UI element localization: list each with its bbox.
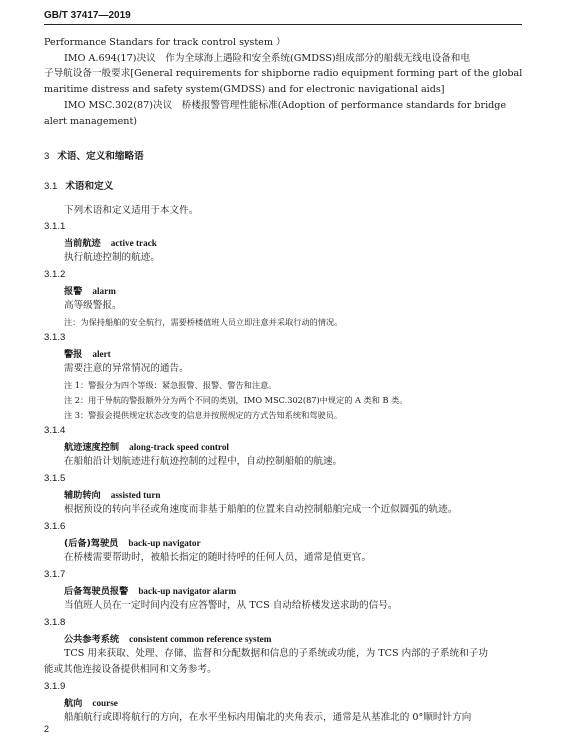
term-definition: 高等级警报。: [64, 300, 122, 311]
term-number: 3.1.9: [44, 681, 66, 692]
term-heading: [64, 696, 522, 711]
term-heading: [64, 536, 522, 551]
term-zh: 航向: [64, 698, 83, 709]
ref-line: Performance Standars for track control system ）: [44, 37, 286, 48]
term-en: back-up navigator: [128, 538, 201, 548]
section-title: 术语和定义: [65, 181, 114, 192]
intro-text: 下列术语和定义适用于本文件。: [64, 205, 199, 216]
term-number: 3.1.4: [44, 425, 66, 436]
term-definition: 在桥楼需要帮助时，被船长指定的随时待呼的任何人员，通常是值更官。: [64, 552, 371, 563]
term-en: assisted turn: [110, 490, 161, 500]
term-heading: [64, 236, 522, 251]
term-definition: 需要注意的异常情况的通告。: [64, 363, 189, 374]
term-en: back-up navigator alarm: [138, 586, 237, 596]
term-number: 3.1.5: [44, 473, 66, 484]
term-heading: [64, 284, 522, 299]
term-definition: TCS 用来获取、处理、存储、监督和分配数据和信息的子系统或功能，为 TCS 内部的子系统和子功: [64, 648, 488, 659]
section-3-heading: [44, 150, 522, 164]
term-number: 3.1.6: [44, 521, 66, 532]
term-en: course: [92, 698, 118, 708]
ref-line: 子导航设备一般要求[General requirements for shipborne radio equipment forming part of the global: [44, 68, 523, 79]
term-definition: 当值班人员在一定时间内没有应答警时，从 TCS 自动给桥楼发送求助的信号。: [64, 600, 398, 611]
term-number: 3.1.7: [44, 569, 66, 580]
term-number: 3.1.8: [44, 617, 66, 628]
term-number: 3.1.3: [44, 332, 66, 343]
term-en: alarm: [92, 286, 116, 296]
header-rule: [44, 24, 522, 25]
ref-line: IMO A.694(17)决议 作为全球海上遇险和安全系统(GMDSS)组成部分的船载无线电设备和电: [64, 53, 470, 64]
term-en: alert: [92, 349, 111, 359]
term-note: 注 2：用于导航的警报额外分为两个不同的类别，IMO MSC.302(87)中规定的 A 类和 B 类。: [64, 395, 408, 405]
standard-code: GB/T 37417—2019: [44, 10, 131, 21]
term-number: 3.1.1: [44, 221, 66, 232]
term-heading: [64, 488, 522, 503]
term-en: consistent common reference system: [129, 634, 272, 644]
ref-line: alert management): [44, 116, 138, 127]
term-definition: 执行航迹控制的航迹。: [64, 252, 160, 263]
term-definition-cont: 能或其他连接设备提供相同和文务参考。: [44, 664, 217, 675]
term-heading: [64, 632, 522, 647]
section-number: 3.1: [44, 181, 58, 192]
section-3-1-heading: [44, 180, 522, 194]
term-definition: 在船舶沿计划航迹进行航迹控制的过程中，自动控制船舶的航速。: [64, 456, 343, 467]
term-zh: 航迹速度控制: [64, 442, 120, 453]
term-heading: [64, 440, 522, 455]
term-heading: [64, 347, 522, 362]
term-definition: 船舶航行或即将航行的方向，在水平坐标内用偏北的夹角表示，通常是从基准北的 0°顺时针方向: [64, 712, 472, 723]
term-note: 注 1：警报分为四个等级：紧急报警、报警、警告和注意。: [64, 380, 277, 390]
term-zh: 警报: [64, 349, 83, 360]
ref-line: maritime distress and safety system(GMDSS) and for electronic navigational aids]: [44, 84, 445, 95]
term-en: active track: [110, 238, 157, 248]
term-zh: 后备驾驶员报警: [64, 586, 129, 597]
term-note: 注：为保持船舶的安全航行，需要桥楼值班人员立即注意并采取行动的情况。: [64, 317, 343, 327]
term-zh: 公共参考系统: [64, 634, 120, 645]
ref-line: IMO MSC.302(87)决议 桥楼报警管理性能标准(Adoption of performance standards for bridge: [64, 100, 507, 111]
term-zh: 报警: [64, 286, 83, 297]
section-title: 术语、定义和缩略语: [57, 151, 144, 162]
term-zh: (后备)驾驶员: [64, 538, 119, 549]
page-number: 2: [44, 724, 50, 734]
section-number: 3: [44, 151, 50, 162]
term-zh: 当前航迹: [64, 238, 101, 249]
term-en: along-track speed control: [129, 442, 229, 452]
term-definition: 根据预设的转向半径或角速度而非基于船舶的位置来自动控制船舶完成一个近似圆弧的轨迹。: [64, 504, 458, 515]
term-number: 3.1.2: [44, 269, 66, 280]
term-zh: 辅助转向: [64, 490, 101, 501]
term-heading: [64, 584, 522, 599]
term-note: 注 3：警报会提供规定状态改变的信息并按照规定的方式告知系统和驾驶员。: [64, 410, 343, 420]
